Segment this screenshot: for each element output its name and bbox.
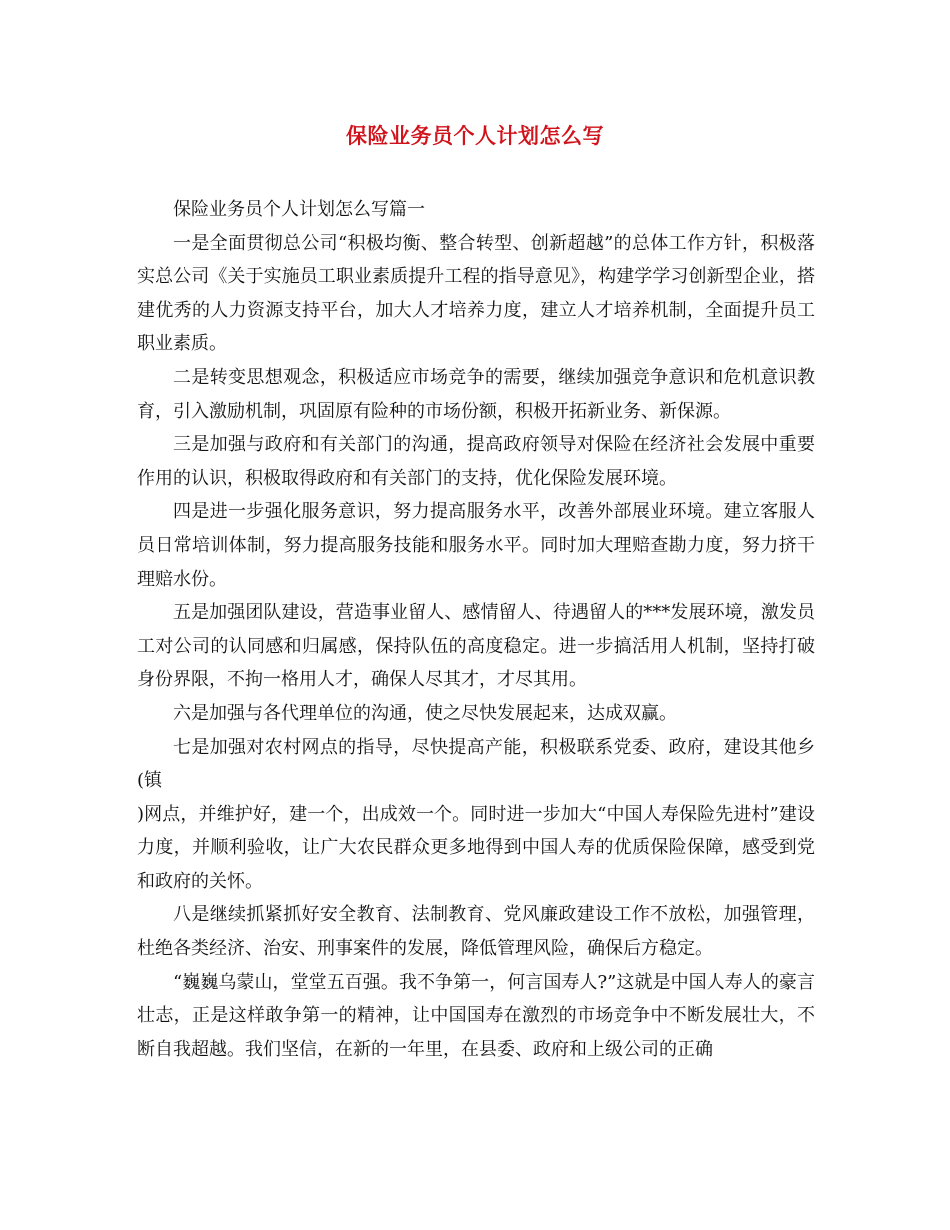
paragraph: 一是全面贯彻总公司“积极均衡、整合转型、创新超越”的总体工作方针，积极落实总公司《关于实施员工职业素质提升工程的指导意见》，构建学学习创新型企业，搭建优秀的人力资源支持平台，加大人才培养力度，建立人才培养机制，全面提升员工职业素质。 — [137, 232, 815, 355]
document-title: 保险业务员个人计划怎么写 — [346, 123, 604, 148]
paragraph: 八是继续抓紧抓好安全教育、法制教育、党风廉政建设工作不放松，加强管理，杜绝各类经济、治安、刑事案件的发展，降低管理风险，确保后方稳定。 — [137, 904, 815, 960]
paragraph: 七是加强对农村网点的指导，尽快提高产能，积极联系党委、政府，建设其他乡(镇 — [137, 736, 815, 792]
paragraph: 二是转变思想观念，积极适应市场竞争的需要，继续加强竞争意识和危机意识教育，引入激励机制，巩固原有险种的市场份额，积极开拓新业务、新保源。 — [137, 366, 815, 422]
paragraph: 三是加强与政府和有关部门的沟通，提高政府领导对保险在经济社会发展中重要作用的认识，积极取得政府和有关部门的支持，优化保险发展环境。 — [137, 434, 815, 489]
paragraph: “巍巍乌蒙山，堂堂五百强。我不争第一，何言国寿人?”这就是中国人寿人的豪言壮志，正是这样敢争第一的精神，让中国国寿在激烈的市场竞争中不断发展壮大，不断自我超越。我们坚信，在新的一年里，在县委、政府和上级公司的正确 — [137, 971, 815, 1060]
paragraph: )网点，并维护好，建一个，出成效一个。同时进一步加大“中国人寿保险先进村”建设力度，并顺利验收，让广大农民群众更多地得到中国人寿的优质保险保障，感受到党和政府的关怀。 — [137, 803, 815, 892]
paragraph: 六是加强与各代理单位的沟通，使之尽快发展起来，达成双赢。 — [173, 702, 677, 724]
paragraph: 保险业务员个人计划怎么写篇一 — [173, 199, 425, 220]
document-body — [137, 193, 815, 1066]
paragraph: 四是进一步强化服务意识，努力提高服务水平，改善外部展业环境。建立客服人员日常培训体制，努力提高服务技能和服务水平。同时加大理赔查勘力度，努力挤干理赔水份。 — [137, 501, 815, 590]
paragraph: 五是加强团队建设，营造事业留人、感情留人、待遇留人的***发展环境，激发员工对公司的认同感和归属感，保持队伍的高度稳定。进一步搞活用人机制，坚持打破身份界限，不拘一格用人才，确保人尽其才，才尽其用。 — [137, 602, 815, 691]
